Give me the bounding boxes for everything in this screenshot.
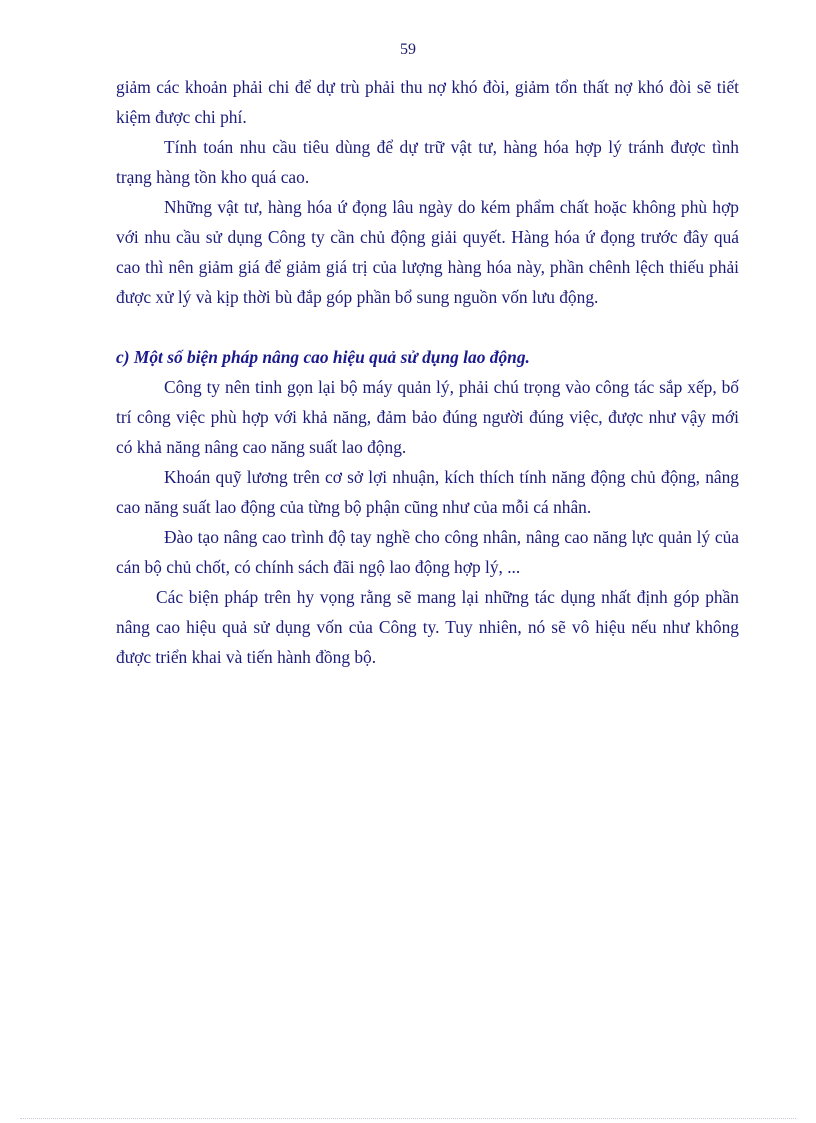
page-number: 59 — [400, 41, 416, 58]
paragraph-salary-fund: Khoán quỹ lương trên cơ sở lợi nhuận, kích thích tính năng động chủ động, nâng cao năng suất lao động của từng bộ phận cũng như của mỗi cá nhân. — [116, 467, 739, 517]
paragraph-conclusion: Các biện pháp trên hy vọng rằng sẽ mang lại những tác dụng nhất định góp phần nâng cao hiệu quả sử dụng vốn của Công ty. Tuy nhiên, nó sẽ vô hiệu nếu như không được triển khai và tiến hành đồng bộ. — [116, 587, 739, 667]
paragraph-inventory-demand: Tính toán nhu cầu tiêu dùng để dự trữ vật tư, hàng hóa hợp lý tránh được tình trạng hàng tồn kho quá cao. — [116, 137, 739, 187]
paragraph-training: Đào tạo nâng cao trình độ tay nghề cho công nhân, nâng cao năng lực quản lý của cán bộ chủ chốt, có chính sách đãi ngộ lao động hợp lý, ... — [116, 527, 739, 577]
document-body — [116, 72, 739, 672]
paragraph-receivables: giảm các khoản phải chi để dự trù phải thu nợ khó đòi, giảm tổn thất nợ khó đòi sẽ tiết kiệm được chi phí. — [116, 77, 739, 127]
section-heading-labor: c) Một số biện pháp nâng cao hiệu quả sử dụng lao động. — [116, 347, 530, 367]
page-bottom-divider — [20, 1118, 796, 1119]
paragraph-stagnant-goods: Những vật tư, hàng hóa ứ đọng lâu ngày do kém phẩm chất hoặc không phù hợp với nhu cầu sử dụng Công ty cần chủ động giải quyết. Hàng hóa ứ đọng trước đây quá cao thì nên giảm giá để giảm giá trị của lượng hàng hóa này, phần chênh lệch thiếu phải được xử lý và kịp thời bù đắp góp phần bổ sung nguồn vốn lưu động. — [116, 197, 739, 307]
paragraph-streamline-management: Công ty nên tinh gọn lại bộ máy quản lý, phải chú trọng vào công tác sắp xếp, bố trí công việc phù hợp với khả năng, đảm bảo đúng người đúng việc, được như vậy mới có khả năng nâng cao năng suất lao động. — [116, 377, 739, 457]
